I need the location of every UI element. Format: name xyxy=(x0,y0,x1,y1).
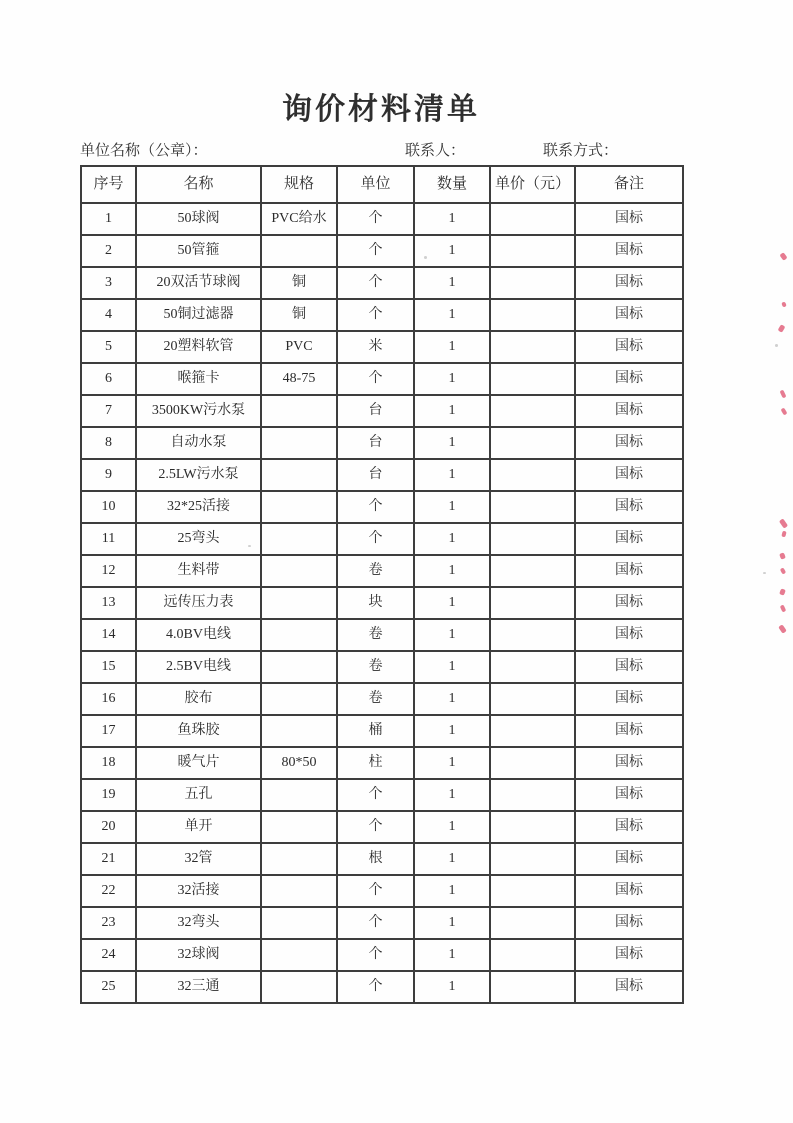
table-row xyxy=(81,811,683,843)
table-row xyxy=(81,363,683,395)
table-cell: 32*25活接 xyxy=(136,491,261,523)
table-cell: 国标 xyxy=(575,299,683,331)
table-row xyxy=(81,971,683,1003)
table-cell: 6 xyxy=(81,363,136,395)
table-cell xyxy=(490,811,575,843)
table-cell: 个 xyxy=(337,939,414,971)
table-cell xyxy=(490,491,575,523)
contact-person-label: 联系人： xyxy=(405,143,466,159)
table-cell: 个 xyxy=(337,267,414,299)
table-cell: 国标 xyxy=(575,939,683,971)
table-row xyxy=(81,619,683,651)
table-cell: 鱼珠胶 xyxy=(136,715,261,747)
table-cell: 15 xyxy=(81,651,136,683)
table-cell: 喉箍卡 xyxy=(136,363,261,395)
table-cell: 32三通 xyxy=(136,971,261,1003)
table-cell xyxy=(490,843,575,875)
table-cell: 个 xyxy=(337,203,414,235)
table-cell: 国标 xyxy=(575,747,683,779)
table-cell xyxy=(261,971,337,1003)
table-cell xyxy=(490,235,575,267)
table-cell: 国标 xyxy=(575,875,683,907)
table-cell: 2.5BV电线 xyxy=(136,651,261,683)
table-cell: 1 xyxy=(414,779,490,811)
table-cell xyxy=(261,491,337,523)
table-cell: 1 xyxy=(414,395,490,427)
table-cell: 1 xyxy=(414,907,490,939)
column-header: 规格 xyxy=(261,166,337,203)
table-cell: 1 xyxy=(414,459,490,491)
table-cell: 卷 xyxy=(337,619,414,651)
table-row xyxy=(81,587,683,619)
table-cell: 国标 xyxy=(575,203,683,235)
ink-speck xyxy=(781,407,788,415)
table-cell: 32管 xyxy=(136,843,261,875)
table-cell: 1 xyxy=(414,267,490,299)
table-cell: 50管箍 xyxy=(136,235,261,267)
table-cell: 台 xyxy=(337,395,414,427)
table-cell: 1 xyxy=(414,747,490,779)
table-cell: 自动水泵 xyxy=(136,427,261,459)
table-cell: 国标 xyxy=(575,715,683,747)
ink-speck xyxy=(778,324,786,333)
table-cell: 国标 xyxy=(575,779,683,811)
table-cell: 20塑料软管 xyxy=(136,331,261,363)
table-cell: 50球阀 xyxy=(136,203,261,235)
table-cell: 25 xyxy=(81,971,136,1003)
table-cell xyxy=(490,715,575,747)
table-cell: 个 xyxy=(337,491,414,523)
table-cell xyxy=(261,523,337,555)
table-cell xyxy=(490,523,575,555)
table-cell xyxy=(490,331,575,363)
table-cell xyxy=(490,299,575,331)
table-cell: 1 xyxy=(414,683,490,715)
table-cell: 2 xyxy=(81,235,136,267)
table-cell xyxy=(490,651,575,683)
table-cell: 国标 xyxy=(575,331,683,363)
table-cell xyxy=(490,203,575,235)
table-cell: 1 xyxy=(414,299,490,331)
table-cell: 1 xyxy=(414,651,490,683)
unit-name-label: 单位名称（公章）： xyxy=(80,143,208,159)
table-cell: 国标 xyxy=(575,395,683,427)
table-cell: 个 xyxy=(337,235,414,267)
ink-speck xyxy=(778,624,787,633)
table-cell: 12 xyxy=(81,555,136,587)
dust-speck xyxy=(775,344,778,347)
materials-table xyxy=(80,165,684,1004)
table-cell: PVC给水 xyxy=(261,203,337,235)
table-cell: 国标 xyxy=(575,235,683,267)
table-cell xyxy=(490,587,575,619)
table-cell: 国标 xyxy=(575,523,683,555)
ink-speck xyxy=(780,567,786,574)
table-cell: 单开 xyxy=(136,811,261,843)
column-header: 单价（元） xyxy=(490,166,575,203)
table-cell: 4 xyxy=(81,299,136,331)
table-cell: 国标 xyxy=(575,459,683,491)
table-cell: 4.0BV电线 xyxy=(136,619,261,651)
table-cell: 1 xyxy=(414,427,490,459)
dust-speck xyxy=(763,572,766,574)
ink-speck xyxy=(779,552,786,559)
table-cell: 1 xyxy=(414,843,490,875)
column-header: 名称 xyxy=(136,166,261,203)
table-cell xyxy=(261,587,337,619)
table-cell: 米 xyxy=(337,331,414,363)
table-cell: 1 xyxy=(414,587,490,619)
table-cell: 1 xyxy=(414,811,490,843)
table-row xyxy=(81,427,683,459)
table-cell: 个 xyxy=(337,811,414,843)
table-cell xyxy=(261,235,337,267)
table-cell: PVC xyxy=(261,331,337,363)
table-cell: 卷 xyxy=(337,683,414,715)
contact-method-label: 联系方式： xyxy=(543,143,619,159)
table-row xyxy=(81,875,683,907)
table-cell: 1 xyxy=(414,491,490,523)
table-cell: 18 xyxy=(81,747,136,779)
table-cell: 台 xyxy=(337,427,414,459)
table-cell: 24 xyxy=(81,939,136,971)
table-row xyxy=(81,459,683,491)
table-cell xyxy=(490,427,575,459)
column-header: 备注 xyxy=(575,166,683,203)
table-cell xyxy=(261,683,337,715)
page-title: 询价材料清单 xyxy=(282,93,480,126)
table-cell xyxy=(261,427,337,459)
table-row xyxy=(81,235,683,267)
table-cell xyxy=(261,715,337,747)
table-cell: 个 xyxy=(337,299,414,331)
table-cell xyxy=(490,395,575,427)
ink-speck xyxy=(779,588,786,595)
table-cell: 48-75 xyxy=(261,363,337,395)
column-header: 单位 xyxy=(337,166,414,203)
table-cell: 块 xyxy=(337,587,414,619)
table-cell: 23 xyxy=(81,907,136,939)
ink-speck xyxy=(779,390,786,399)
table-cell xyxy=(490,619,575,651)
table-row xyxy=(81,523,683,555)
table-cell: 卷 xyxy=(337,555,414,587)
table-cell xyxy=(490,779,575,811)
table-cell: 13 xyxy=(81,587,136,619)
table-row xyxy=(81,715,683,747)
table-cell xyxy=(490,971,575,1003)
table-cell xyxy=(490,683,575,715)
table-cell: 国标 xyxy=(575,587,683,619)
table-row xyxy=(81,907,683,939)
table-cell: 1 xyxy=(414,555,490,587)
table-row xyxy=(81,395,683,427)
table-cell: 台 xyxy=(337,459,414,491)
table-cell: 14 xyxy=(81,619,136,651)
table-cell: 3500KW污水泵 xyxy=(136,395,261,427)
ink-speck xyxy=(781,531,786,538)
table-cell: 80*50 xyxy=(261,747,337,779)
table-cell: 根 xyxy=(337,843,414,875)
table-cell: 暖气片 xyxy=(136,747,261,779)
table-cell: 国标 xyxy=(575,619,683,651)
table-row xyxy=(81,331,683,363)
table-cell xyxy=(261,939,337,971)
table-cell xyxy=(261,779,337,811)
table-row xyxy=(81,267,683,299)
table-cell: 1 xyxy=(414,523,490,555)
table-cell xyxy=(261,907,337,939)
column-header: 序号 xyxy=(81,166,136,203)
table-cell: 7 xyxy=(81,395,136,427)
column-header: 数量 xyxy=(414,166,490,203)
table-cell xyxy=(490,747,575,779)
table-cell xyxy=(490,939,575,971)
table-cell xyxy=(261,875,337,907)
table-cell: 1 xyxy=(414,619,490,651)
table-cell xyxy=(261,619,337,651)
table-cell xyxy=(490,363,575,395)
table-cell: 17 xyxy=(81,715,136,747)
table-cell: 1 xyxy=(81,203,136,235)
table-cell: 国标 xyxy=(575,363,683,395)
ink-speck xyxy=(779,252,787,261)
table-cell: 10 xyxy=(81,491,136,523)
table-cell: 个 xyxy=(337,523,414,555)
ink-speck xyxy=(779,518,788,528)
table-cell: 国标 xyxy=(575,843,683,875)
table-cell: 个 xyxy=(337,363,414,395)
table-row xyxy=(81,491,683,523)
table-cell: 21 xyxy=(81,843,136,875)
table-cell: 远传压力表 xyxy=(136,587,261,619)
meta-row xyxy=(0,139,793,159)
table-cell: 五孔 xyxy=(136,779,261,811)
table-row xyxy=(81,939,683,971)
table-cell: 个 xyxy=(337,971,414,1003)
table-cell: 3 xyxy=(81,267,136,299)
table-row xyxy=(81,843,683,875)
table-cell: 桶 xyxy=(337,715,414,747)
table-cell: 国标 xyxy=(575,971,683,1003)
table-cell xyxy=(261,459,337,491)
table-cell: 32弯头 xyxy=(136,907,261,939)
table-cell: 1 xyxy=(414,971,490,1003)
table-cell: 铜 xyxy=(261,267,337,299)
table-cell: 1 xyxy=(414,875,490,907)
ink-speck xyxy=(780,604,787,612)
table-cell: 8 xyxy=(81,427,136,459)
table-cell: 卷 xyxy=(337,651,414,683)
table-cell xyxy=(261,651,337,683)
table-cell xyxy=(490,267,575,299)
table-cell: 1 xyxy=(414,235,490,267)
table-row xyxy=(81,555,683,587)
table-cell: 19 xyxy=(81,779,136,811)
table-cell xyxy=(261,555,337,587)
table-cell: 16 xyxy=(81,683,136,715)
table-cell xyxy=(261,811,337,843)
table-cell: 50铜过滤器 xyxy=(136,299,261,331)
table-cell: 国标 xyxy=(575,907,683,939)
table-cell: 铜 xyxy=(261,299,337,331)
table-cell: 国标 xyxy=(575,811,683,843)
table-cell xyxy=(490,555,575,587)
table-cell: 生料带 xyxy=(136,555,261,587)
table-cell: 1 xyxy=(414,203,490,235)
table-cell: 32活接 xyxy=(136,875,261,907)
table-cell: 20 xyxy=(81,811,136,843)
ink-speck xyxy=(781,301,786,307)
table-cell: 国标 xyxy=(575,491,683,523)
table-cell xyxy=(490,875,575,907)
table-row xyxy=(81,203,683,235)
table-row xyxy=(81,683,683,715)
table-cell xyxy=(261,395,337,427)
table-cell: 1 xyxy=(414,939,490,971)
table-row xyxy=(81,747,683,779)
table-cell: 国标 xyxy=(575,651,683,683)
table-cell: 个 xyxy=(337,875,414,907)
table-cell: 国标 xyxy=(575,427,683,459)
table-cell: 9 xyxy=(81,459,136,491)
table-cell: 国标 xyxy=(575,267,683,299)
table-row xyxy=(81,651,683,683)
table-cell: 2.5LW污水泵 xyxy=(136,459,261,491)
table-cell: 国标 xyxy=(575,683,683,715)
table-cell: 32球阀 xyxy=(136,939,261,971)
table-cell: 25弯头 xyxy=(136,523,261,555)
table-row xyxy=(81,779,683,811)
table-cell: 5 xyxy=(81,331,136,363)
table-cell: 个 xyxy=(337,779,414,811)
table-row xyxy=(81,299,683,331)
table-cell: 柱 xyxy=(337,747,414,779)
table-cell: 个 xyxy=(337,907,414,939)
table-cell xyxy=(261,843,337,875)
table-cell: 11 xyxy=(81,523,136,555)
table-header-row xyxy=(81,166,683,203)
table-cell xyxy=(490,907,575,939)
table-cell: 胶布 xyxy=(136,683,261,715)
table-cell: 22 xyxy=(81,875,136,907)
table-cell xyxy=(490,459,575,491)
table-cell: 1 xyxy=(414,331,490,363)
table-cell: 20双活节球阀 xyxy=(136,267,261,299)
table-cell: 1 xyxy=(414,715,490,747)
table-cell: 1 xyxy=(414,363,490,395)
table-cell: 国标 xyxy=(575,555,683,587)
